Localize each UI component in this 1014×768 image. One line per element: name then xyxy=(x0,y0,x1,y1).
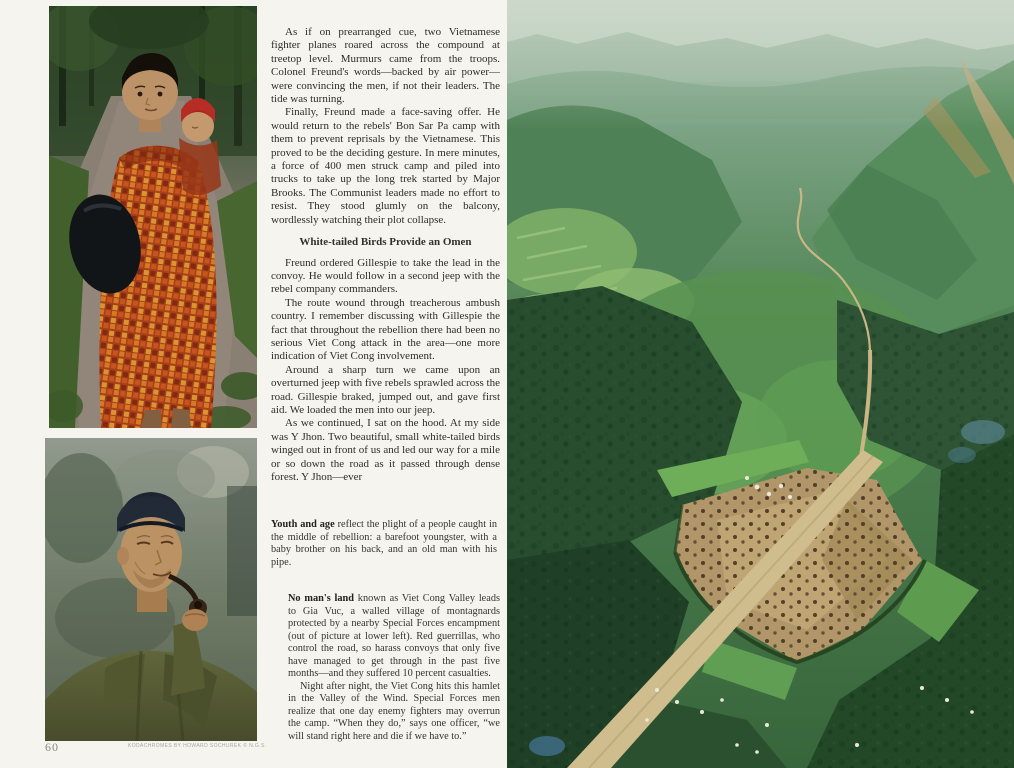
article-paragraph: The route wound through treacherous ambush country. I remember discussing with Gillespie the fact that throughout the rebellion there had been no serious Viet Cong attack in the area—one more indication of Viet Cong involvement. xyxy=(271,296,500,363)
boy-with-baby-illustration xyxy=(49,6,257,428)
page-number: 60 xyxy=(45,740,59,754)
caption-lead-in: No man's land xyxy=(288,593,354,604)
caption-body: reflect the plight of a people caught in the middle of rebellion: a barefoot youngster, with a baby brother on his back, and an old man with his pipe. xyxy=(271,519,497,568)
article-paragraph: As if on prearranged cue, two Vietnamese fighter planes roared across the compound at treetop level. Murmurs came from the troops. Colonel Freund's words—backed by air power—were convincing the men, if not their leaders. The tide was turning. xyxy=(271,26,500,106)
aerial-valley-illustration xyxy=(507,0,1014,768)
article-paragraph: As we continued, I sat on the hood. At my side was Y Jhon. Two beautiful, small white-tailed birds winged out in front of us and led our way for a mile or so down the road as it passed through dense forest. Y Jhon—ever xyxy=(271,417,500,483)
article-body-column xyxy=(271,26,500,484)
photo-old-man-pipe xyxy=(45,438,257,741)
caption-text xyxy=(288,593,500,681)
caption-body: known as Viet Cong Valley leads to Gia Vuc, a walled village of montagnards protected by a nearby Special Forces encampment (out of picture at lower left). Red guerrillas, who control the road, so harass convoys that only five have managed to get through in the past five months—and they suffered 10 percent casualties. xyxy=(288,593,500,679)
old-man-pipe-illustration xyxy=(45,438,257,741)
photo-credit: KODACHROMES BY HOWARD SOCHUREK © N.G.S. xyxy=(128,743,267,749)
caption-lead-in: Youth and age xyxy=(271,519,335,530)
article-paragraph: Around a sharp turn we came upon an overturned jeep with five rebels sprawled across the road. Gillespie braked, jumped out, and gave first aid. We loaded the men into our jeep. xyxy=(271,363,500,416)
caption-no-mans-land xyxy=(288,593,500,743)
caption-text: Night after night, the Viet Cong hits this hamlet in the Valley of the Wind. Special Forces men realize that one day enemy fighters may overrun the camp. “When they do,” says one officer, “we will stand right here and die if we have to.” xyxy=(288,680,500,742)
photo-boy-with-baby xyxy=(49,6,257,428)
photo-aerial-viet-cong-valley xyxy=(507,0,1014,768)
caption-youth-and-age xyxy=(271,519,497,569)
article-paragraph: Finally, Freund made a face-saving offer. He would return to the rebels' Bon Sar Pa camp with them to prevent reprisals by the Vietnamese. This proved to be the deciding gesture. In mere minutes, a force of 400 men struck camp and piled into trucks to take up the long trek started by Major Brooks. The Communist leaders made no effort to resist. They stood glumly on the balcony, wordlessly watching their plot collapse. xyxy=(271,106,500,226)
section-heading: White-tailed Birds Provide an Omen xyxy=(299,236,472,249)
caption-text xyxy=(271,519,497,569)
article-paragraph: Freund ordered Gillespie to take the lead in the convoy. He would follow in a second jeep with the rebel company commanders. xyxy=(271,256,500,296)
